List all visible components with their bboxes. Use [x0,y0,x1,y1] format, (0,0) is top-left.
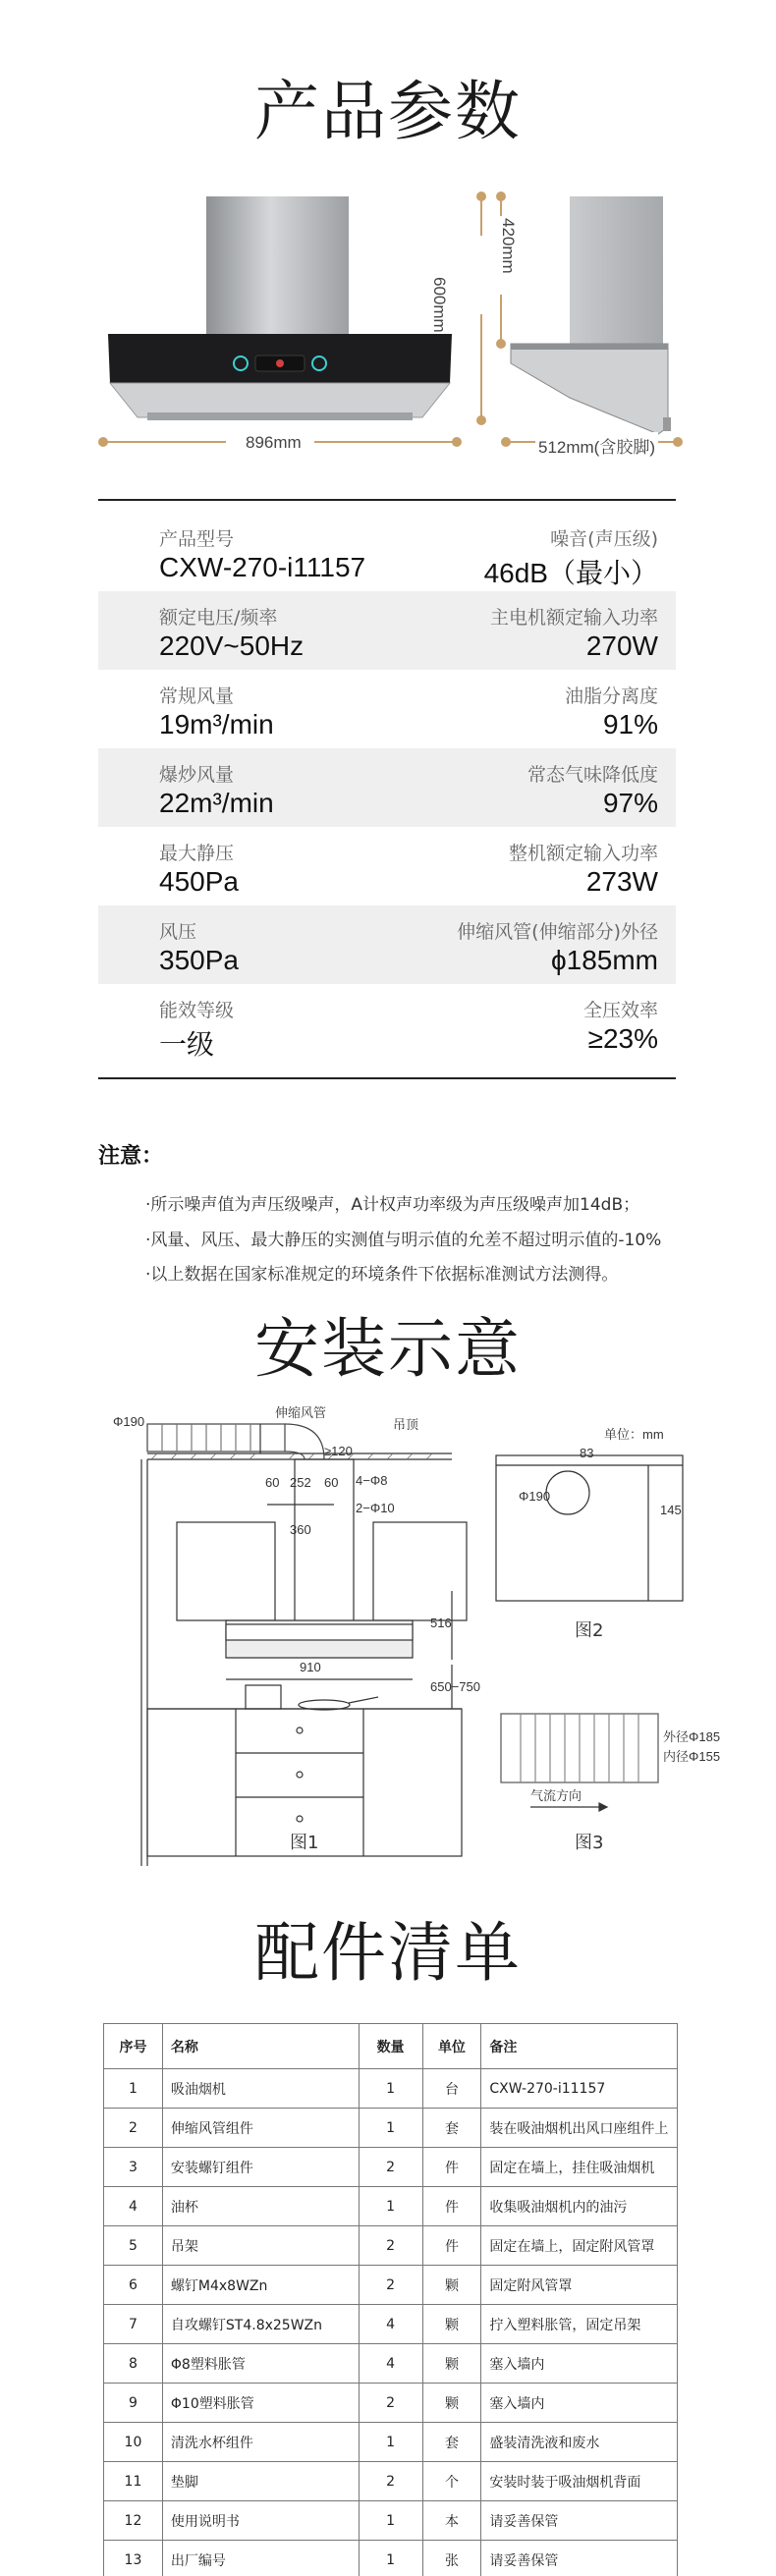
hood-side-chimney [570,196,663,344]
cell: 1 [359,2541,422,2576]
spec-label: 噪音(声压级) [550,528,658,550]
spec-label: 爆炒风量 [159,764,235,786]
params-title: 产品参数 [254,74,522,149]
depth-dimension: 512mm(含胶脚) [538,438,656,457]
table-row [104,2384,678,2423]
fig2-145: 145 [660,1503,682,1517]
cell: 2 [359,2462,422,2501]
dim-516: 516 [430,1616,452,1630]
fig3-phi185: 外径Φ185 [663,1729,721,1744]
table-row [104,2187,678,2226]
airflow-label: 气流方向 [530,1788,582,1803]
cell: Φ10塑料胀管 [162,2384,359,2423]
spec-value: 一级 [159,1029,215,1060]
width-dimension: 896mm [246,433,302,452]
dim-60a: 60 [265,1475,280,1490]
divider [98,1077,676,1079]
spec-value: 273W [585,866,658,897]
cell: Φ8塑料胀管 [162,2344,359,2384]
phi190-label: Φ190 [113,1414,145,1429]
table-row [104,2148,678,2187]
cell: 吸油烟机 [162,2069,359,2109]
cell: 吊架 [162,2226,359,2266]
spec-label: 伸缩风管(伸缩部分)外径 [457,921,658,943]
table-row [104,2226,678,2266]
fig2-83: 83 [580,1446,594,1460]
cell: 使用说明书 [162,2501,359,2541]
table-row [104,2266,678,2305]
dim-910: 910 [300,1660,321,1674]
cell: 12 [104,2501,163,2541]
spec-value: ≥23% [587,1023,658,1054]
accessories-table [103,2023,678,2576]
cell: 自攻螺钉ST4.8x25WZn [162,2305,359,2344]
cell: 2 [359,2148,422,2187]
cell: 安装螺钉组件 [162,2148,359,2187]
cell: 1 [359,2501,422,2541]
cell: 1 [104,2069,163,2109]
spec-row [98,591,676,670]
cell: 11 [104,2462,163,2501]
cell: 2 [104,2109,163,2148]
spec-label: 油脂分离度 [564,685,658,707]
cell: 件 [422,2187,481,2226]
upper-height-dimension: 420mm [499,218,518,274]
cell: 固定在墙上，固定附风管罩 [481,2226,678,2266]
fig2-phi190: Φ190 [519,1489,551,1504]
cell: 油杯 [162,2187,359,2226]
spec-value: CXW-270-i11157 [159,552,366,582]
cell: 清洗水杯组件 [162,2423,359,2462]
note-line: ·以上数据在国家标准规定的环境条件下依据标准测试方法测得。 [145,1265,619,1285]
cell: 本 [422,2501,481,2541]
cell: 件 [422,2226,481,2266]
cell: 1 [359,2109,422,2148]
dim-2phi10: 2−Φ10 [356,1501,395,1515]
spec-label: 风压 [159,921,197,943]
cell: 9 [104,2384,163,2423]
cell: 件 [422,2148,481,2187]
cell: 10 [104,2423,163,2462]
fig2-caption: 图2 [575,1620,604,1641]
cell: 个 [422,2462,481,2501]
cell: 固定附风管罩 [481,2266,678,2305]
spec-label: 能效等级 [159,1000,235,1021]
cell: 收集吸油烟机内的油污 [481,2187,678,2226]
cell: 4 [359,2344,422,2384]
table-row [104,2423,678,2462]
hood-chimney [206,196,349,334]
spec-row [98,905,676,984]
col-header: 名称 [162,2024,359,2069]
cell: 出厂编号 [162,2541,359,2576]
table-row [104,2541,678,2576]
dim-60b: 60 [324,1475,339,1490]
cell: 拧入塑料胀管，固定吊架 [481,2305,678,2344]
notes-title: 注意： [98,1144,164,1169]
cell: 套 [422,2109,481,2148]
spec-value: 22m³/min [159,788,274,818]
cell: 颗 [422,2384,481,2423]
unit-label: 单位：mm [604,1427,664,1442]
spec-row [98,670,676,748]
spec-row [98,984,676,1063]
cell: 请妥善保管 [481,2501,678,2541]
note-line: ·所示噪声值为声压级噪声，A计权声功率级为声压级噪声加14dB； [145,1195,640,1215]
col-header: 数量 [359,2024,422,2069]
spec-value: 450Pa [159,866,239,897]
install-title: 安装示意 [254,1311,522,1387]
table-row [104,2501,678,2541]
cell: CXW-270-i11157 [481,2069,678,2109]
cell: 1 [359,2069,422,2109]
cell: 塞入墙内 [481,2384,678,2423]
height-dimension: 600mm [430,277,449,333]
dim-360: 360 [290,1522,311,1537]
cell: 7 [104,2305,163,2344]
ge120-label: ≥120 [324,1444,353,1458]
col-header: 序号 [104,2024,163,2069]
cell: 塞入墙内 [481,2344,678,2384]
cell: 盛装清洗液和废水 [481,2423,678,2462]
spec-label: 整机额定输入功率 [508,843,658,864]
accessories-title: 配件清单 [254,1915,522,1991]
cell: 6 [104,2266,163,2305]
spec-value: 270W [585,630,658,661]
table-row [104,2109,678,2148]
cell: 螺钉M4x8WZn [162,2266,359,2305]
cell: 4 [359,2305,422,2344]
hood-side-body [511,344,668,434]
divider [98,499,676,501]
cell: 套 [422,2423,481,2462]
table-row [104,2305,678,2344]
product-drawings [0,177,776,491]
spec-label: 常态气味降低度 [527,764,658,786]
install-diagram-fig1 [0,1385,776,1915]
table-header-row [104,2024,678,2069]
cell: 8 [104,2344,163,2384]
table-row [104,2069,678,2109]
fig3-caption: 图3 [575,1833,604,1853]
spec-row [98,748,676,827]
fig3-phi155: 内径Φ155 [663,1749,721,1764]
cell: 4 [104,2187,163,2226]
cell: 安装时装于吸油烟机背面 [481,2462,678,2501]
spec-value: 19m³/min [159,709,274,740]
cell: 请妥善保管 [481,2541,678,2576]
dim-650: 650−750 [430,1679,480,1694]
spec-label: 常规风量 [159,685,235,707]
cell: 2 [359,2384,422,2423]
cell: 1 [359,2423,422,2462]
ceiling-label: 吊顶 [393,1417,419,1432]
spec-label: 主电机额定输入功率 [489,607,658,629]
cell: 装在吸油烟机出风口座组件上 [481,2109,678,2148]
dim-252: 252 [290,1475,311,1490]
spec-value: 220V~50Hz [159,630,305,661]
spec-value: 91% [602,709,658,740]
cell: 2 [359,2226,422,2266]
spec-value: 46dB（最小） [483,558,658,588]
cell: 伸缩风管组件 [162,2109,359,2148]
cell: 13 [104,2541,163,2576]
table-row [104,2344,678,2384]
duct-label: 伸缩风管 [275,1405,327,1420]
fig1-caption: 图1 [290,1833,319,1853]
spec-label: 全压效率 [582,1000,658,1021]
cell: 张 [422,2541,481,2576]
col-header: 单位 [422,2024,481,2069]
spec-value: ϕ185mm [550,945,658,975]
dim-4phi8: 4−Φ8 [356,1473,388,1488]
spec-row [98,513,676,591]
spec-label: 最大静压 [159,843,235,864]
cell: 1 [359,2187,422,2226]
cell: 台 [422,2069,481,2109]
cell: 5 [104,2226,163,2266]
spec-row [98,827,676,905]
cell: 2 [359,2266,422,2305]
cell: 颗 [422,2344,481,2384]
spec-label: 产品型号 [159,528,235,550]
spec-value: 350Pa [159,945,239,975]
spec-value: 97% [602,788,658,818]
col-header: 备注 [481,2024,678,2069]
cell: 3 [104,2148,163,2187]
cell: 颗 [422,2305,481,2344]
table-row [104,2462,678,2501]
cell: 垫脚 [162,2462,359,2501]
cell: 颗 [422,2266,481,2305]
spec-label: 额定电压/频率 [159,607,278,629]
cell: 固定在墙上，挂住吸油烟机 [481,2148,678,2187]
note-line: ·风量、风压、最大静压的实测值与明示值的允差不超过明示值的-10% [145,1231,662,1250]
